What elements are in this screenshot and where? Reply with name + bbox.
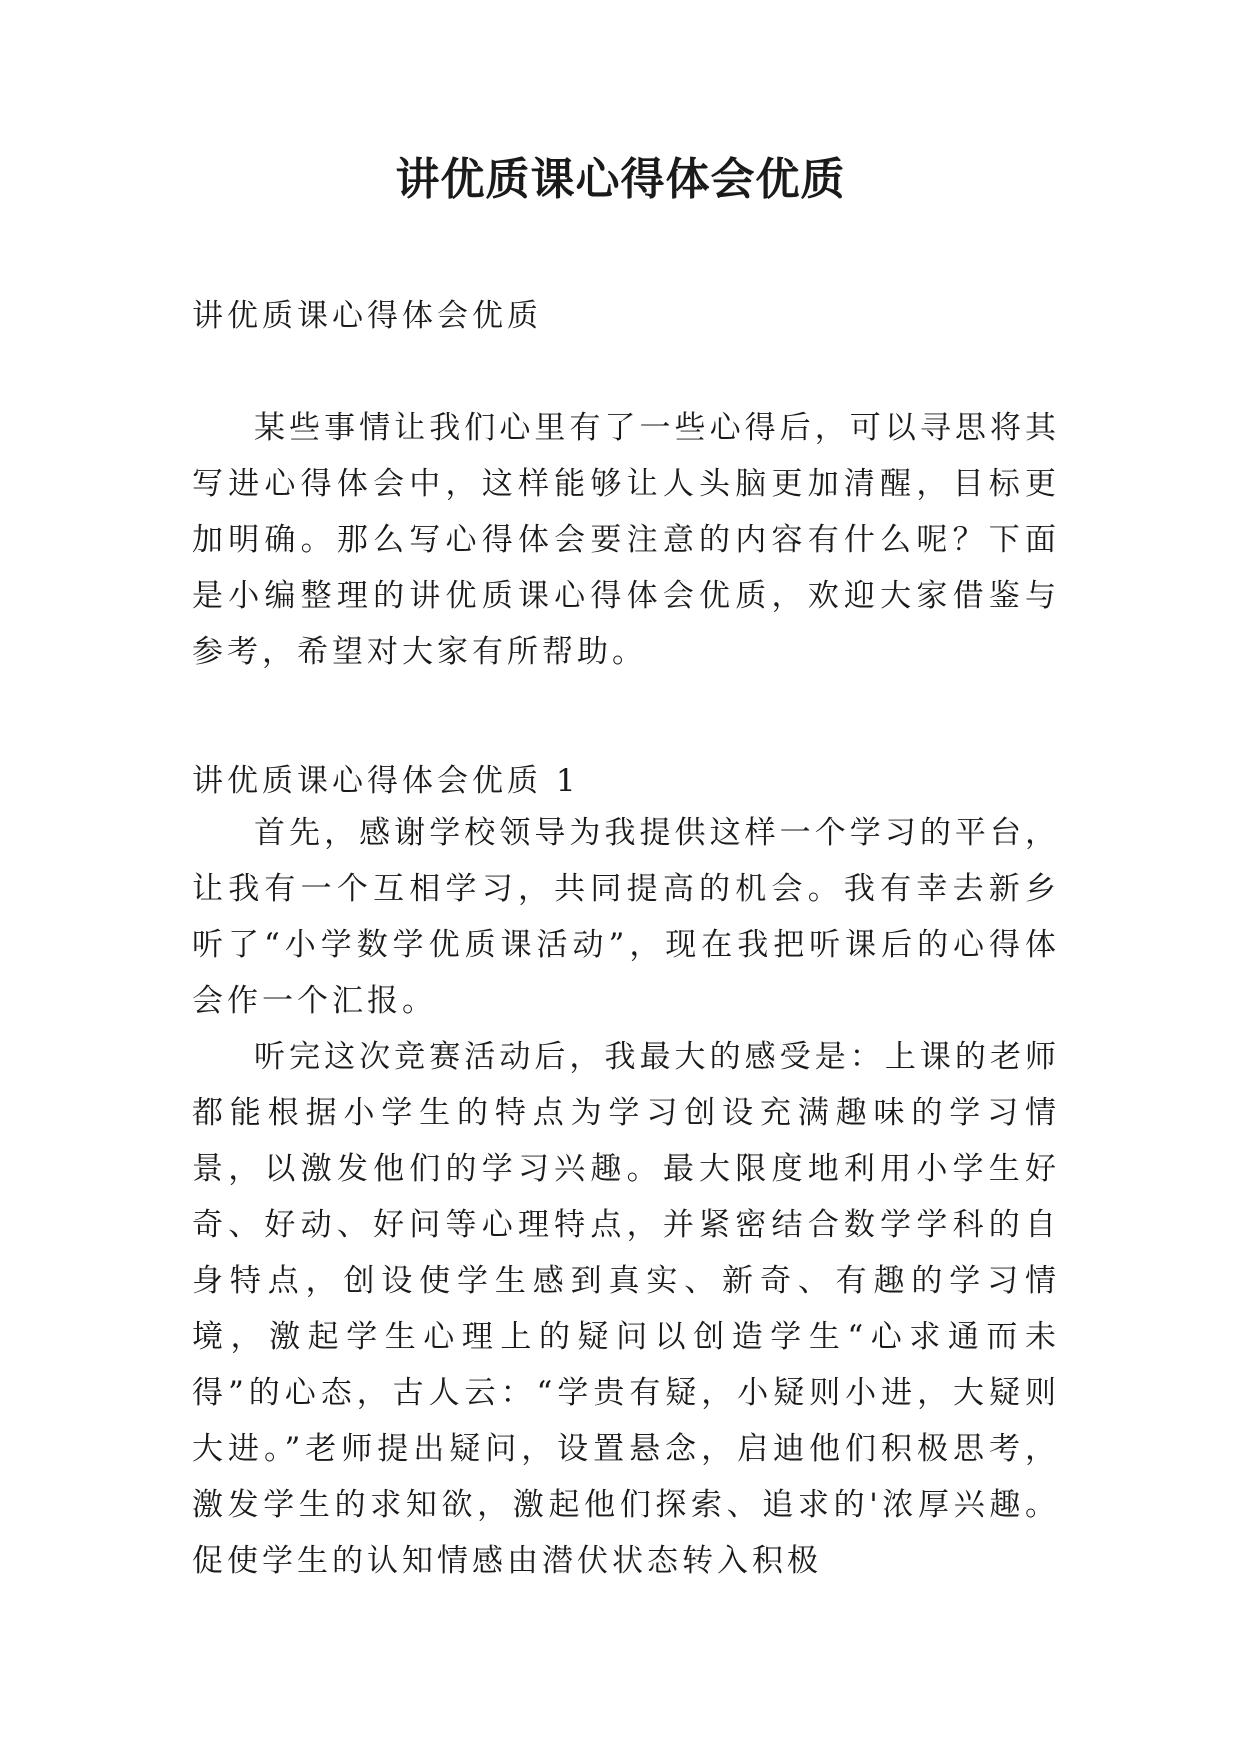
document-subtitle: 讲优质课心得体会优质 xyxy=(192,298,542,334)
section-paragraph: 首先，感谢学校领导为我提供这样一个学习的平台，让我有一个互相学习，共同提高的机会。我有幸去新乡听了“小学数学优质课活动”，现在我把听课后的心得体会作一个汇报。 xyxy=(192,815,1060,1019)
section-heading: 讲优质课心得体会优质 1 xyxy=(192,763,580,799)
section-body xyxy=(192,805,1060,1589)
document-title: 讲优质课心得体会优质 xyxy=(395,154,846,205)
intro-paragraph: 某些事情让我们心里有了一些心得后，可以寻思将其写进心得体会中，这样能够让人头脑更加清醒，目标更加明确。那么写心得体会要注意的内容有什么呢？下面是小编整理的讲优质课心得体会优质，欢迎大家借鉴与参考，希望对大家有所帮助。 xyxy=(192,410,1060,670)
section-paragraph: 听完这次竞赛活动后，我最大的感受是：上课的老师都能根据小学生的特点为学习创设充满趣味的学习情景，以激发他们的学习兴趣。最大限度地利用小学生好奇、好动、好问等心理特点，并紧密结合数学学科的自身特点，创设使学生感到真实、新奇、有趣的学习情境，激起学生心理上的疑问以创造学生“心求通而未得”的心态，古人云：“学贵有疑，小疑则小进，大疑则大进。”老师提出疑问，设置悬念，启迪他们积极思考，激发学生的求知欲，激起他们探索、追求的'浓厚兴趣。促使学生的认知情感由潜伏状态转入积极 xyxy=(192,1039,1060,1579)
